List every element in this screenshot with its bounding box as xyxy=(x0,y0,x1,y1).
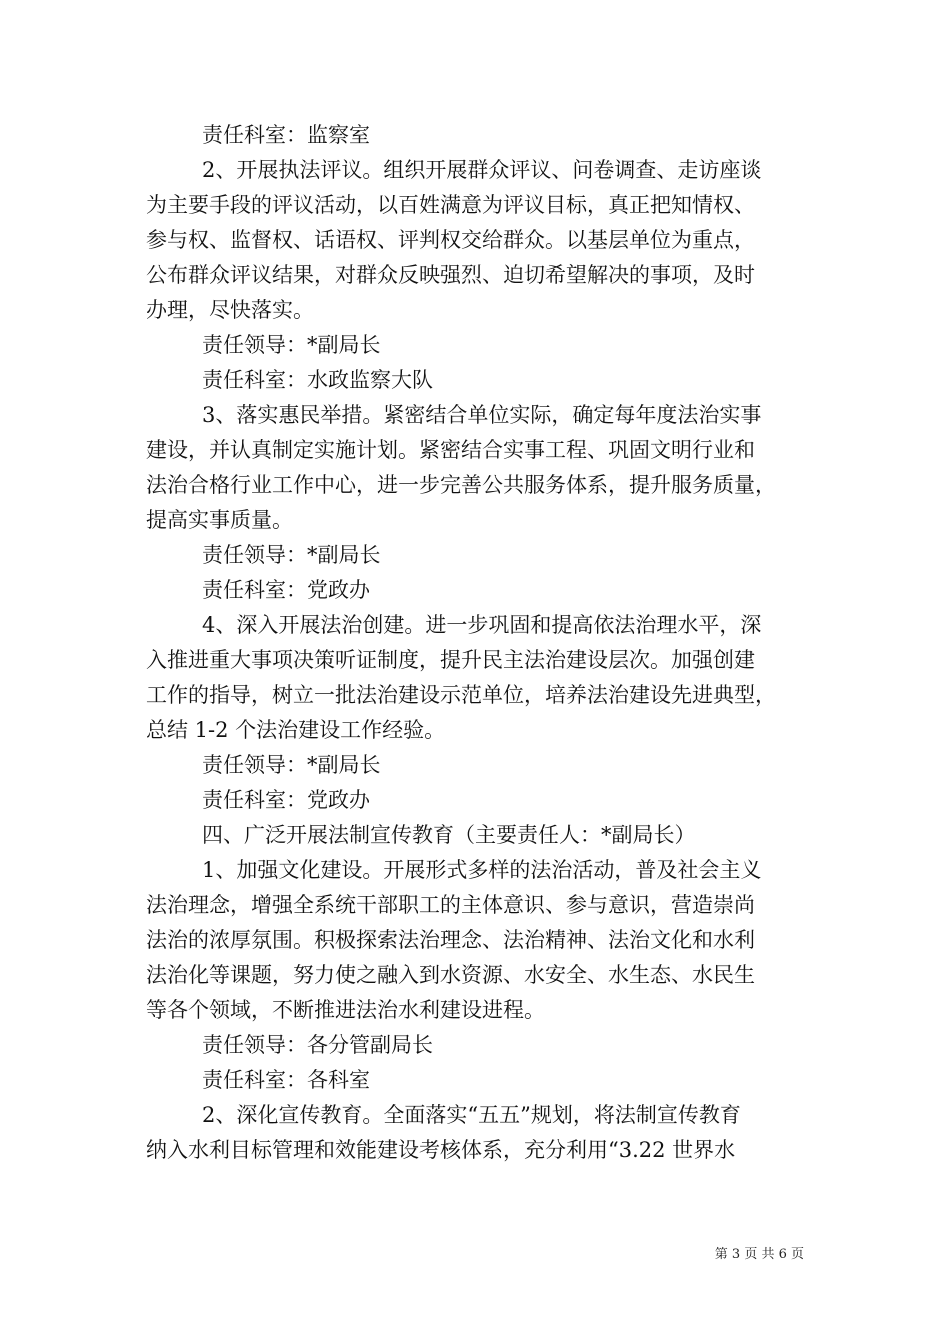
text-line: 四、广泛开展法制宣传教育（主要责任人：*副局长） xyxy=(202,823,696,847)
text-line: 责任科室：各科室 xyxy=(202,1068,370,1092)
text-line: 责任科室：党政办 xyxy=(202,578,370,602)
text-line: 建设，并认真制定实施计划。紧密结合实事工程、巩固文明行业和 xyxy=(146,438,755,462)
text-line: 责任领导：*副局长 xyxy=(202,333,381,357)
text-line: 等各个领域，不断推进法治水利建设进程。 xyxy=(146,998,545,1022)
text-line: 1、加强文化建设。开展形式多样的法治活动，普及社会主义 xyxy=(202,858,762,882)
text-line: 纳入水利目标管理和效能建设考核体系，充分利用“3.22 世界水 xyxy=(146,1138,736,1162)
page-number: 第 3 页 共 6 页 xyxy=(714,1247,804,1262)
text-line: 法治的浓厚氛围。积极探索法治理念、法治精神、法治文化和水利 xyxy=(146,928,755,952)
text-line: 法治化等课题，努力使之融入到水资源、水安全、水生态、水民生 xyxy=(146,963,755,987)
text-line: 总结 1-2 个法治建设工作经验。 xyxy=(146,718,446,742)
text-line: 责任科室：党政办 xyxy=(202,788,370,812)
text-line: 工作的指导，树立一批法治建设示范单位，培养法治建设先进典型， xyxy=(146,683,776,707)
text-line: 入推进重大事项决策听证制度，提升民主法治建设层次。加强创建 xyxy=(146,648,755,672)
text-line: 为主要手段的评议活动，以百姓满意为评议目标，真正把知情权、 xyxy=(146,193,755,217)
text-line: 3、落实惠民举措。紧密结合单位实际，确定每年度法治实事 xyxy=(202,403,762,427)
text-line: 2、开展执法评议。组织开展群众评议、问卷调查、走访座谈 xyxy=(202,158,762,182)
text-line: 提高实事质量。 xyxy=(146,508,293,532)
text-line: 责任科室：监察室 xyxy=(202,123,370,147)
text-line: 责任领导：*副局长 xyxy=(202,543,381,567)
text-line: 参与权、监督权、话语权、评判权交给群众。以基层单位为重点， xyxy=(146,228,755,252)
text-line: 责任领导：*副局长 xyxy=(202,753,381,777)
text-line: 2、深化宣传教育。全面落实“五五”规划，将法制宣传教育 xyxy=(202,1103,741,1127)
text-line: 办理，尽快落实。 xyxy=(146,298,314,322)
text-line: 公布群众评议结果，对群众反映强烈、迫切希望解决的事项，及时 xyxy=(146,263,755,287)
text-line: 4、深入开展法治创建。进一步巩固和提高依法治理水平，深 xyxy=(202,613,762,637)
text-line: 法治理念，增强全系统干部职工的主体意识、参与意识，营造崇尚 xyxy=(146,893,755,917)
document-body xyxy=(146,118,826,1168)
text-line: 责任领导：各分管副局长 xyxy=(202,1033,433,1057)
text-line: 法治合格行业工作中心，进一步完善公共服务体系，提升服务质量， xyxy=(146,473,776,497)
text-line: 责任科室：水政监察大队 xyxy=(202,368,433,392)
